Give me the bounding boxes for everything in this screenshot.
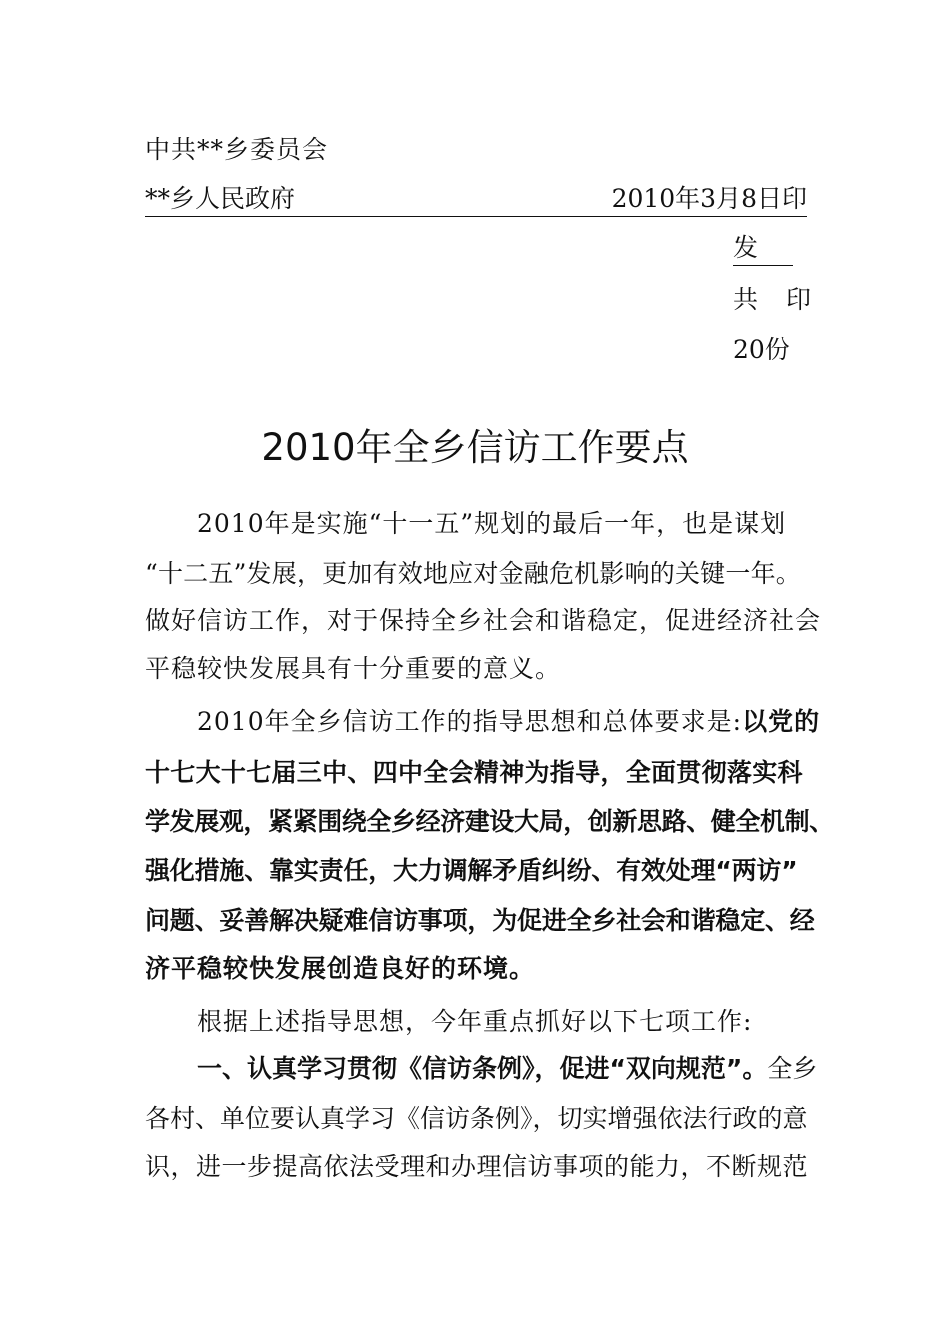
issuing-org-government: **乡人民政府 xyxy=(145,184,296,213)
body-line-bold: 十七大十七届三中、四中全会精神为指导，全面贯彻落实科 xyxy=(145,758,803,787)
body-line-bold: 强化措施、靠实责任，大力调解矛盾纠纷、有效处理“两访” xyxy=(145,856,798,885)
body-line: “十二五”发展，更加有效地应对金融危机影响的关键一年。 xyxy=(145,559,801,588)
body-line: 识，进一步提高依法受理和办理信访事项的能力，不断规范 xyxy=(145,1152,809,1181)
issuing-info-row xyxy=(145,182,807,217)
copies-label: 共印 xyxy=(733,285,840,314)
body-line-mixed xyxy=(197,705,821,739)
copies-count: 20份 xyxy=(733,335,790,364)
body-line-mixed xyxy=(197,1052,818,1086)
document-title: 2010年全乡信访工作要点 xyxy=(261,426,689,469)
body-line: 做好信访工作，对于保持全乡社会和谐稳定，促进经济社会 xyxy=(145,606,822,635)
issuing-org-party-committee: 中共**乡委员会 xyxy=(145,135,329,164)
print-info-continuation: 发 xyxy=(733,231,793,266)
body-line: 各村、单位要认真学习《信访条例》，切实增强依法行政的意 xyxy=(145,1104,808,1133)
body-line-bold: 济平稳较快发展创造良好的环境。 xyxy=(145,954,536,983)
body-line: 2010年是实施“十一五”规划的最后一年，也是谋划 xyxy=(197,509,787,538)
body-text: 2010年全乡信访工作的指导思想和总体要求是: xyxy=(197,707,743,736)
print-date: 2010年3月8日印 xyxy=(611,184,807,213)
body-line-bold: 问题、妥善解决疑难信访事项，为促进全乡社会和谐稳定、经 xyxy=(145,906,815,935)
body-text: 全乡 xyxy=(767,1054,818,1083)
body-text-bold: 以党的 xyxy=(742,707,821,736)
body-line: 平稳较快发展具有十分重要的意义。 xyxy=(145,654,562,683)
body-line: 根据上述指导思想，今年重点抓好以下七项工作: xyxy=(197,1007,753,1036)
body-line-bold: 学发展观，紧紧围绕全乡经济建设大局，创新思路、健全机制、 xyxy=(145,807,834,836)
section-heading: 一、认真学习贯彻《信访条例》，促进“双向规范”。 xyxy=(197,1054,768,1083)
